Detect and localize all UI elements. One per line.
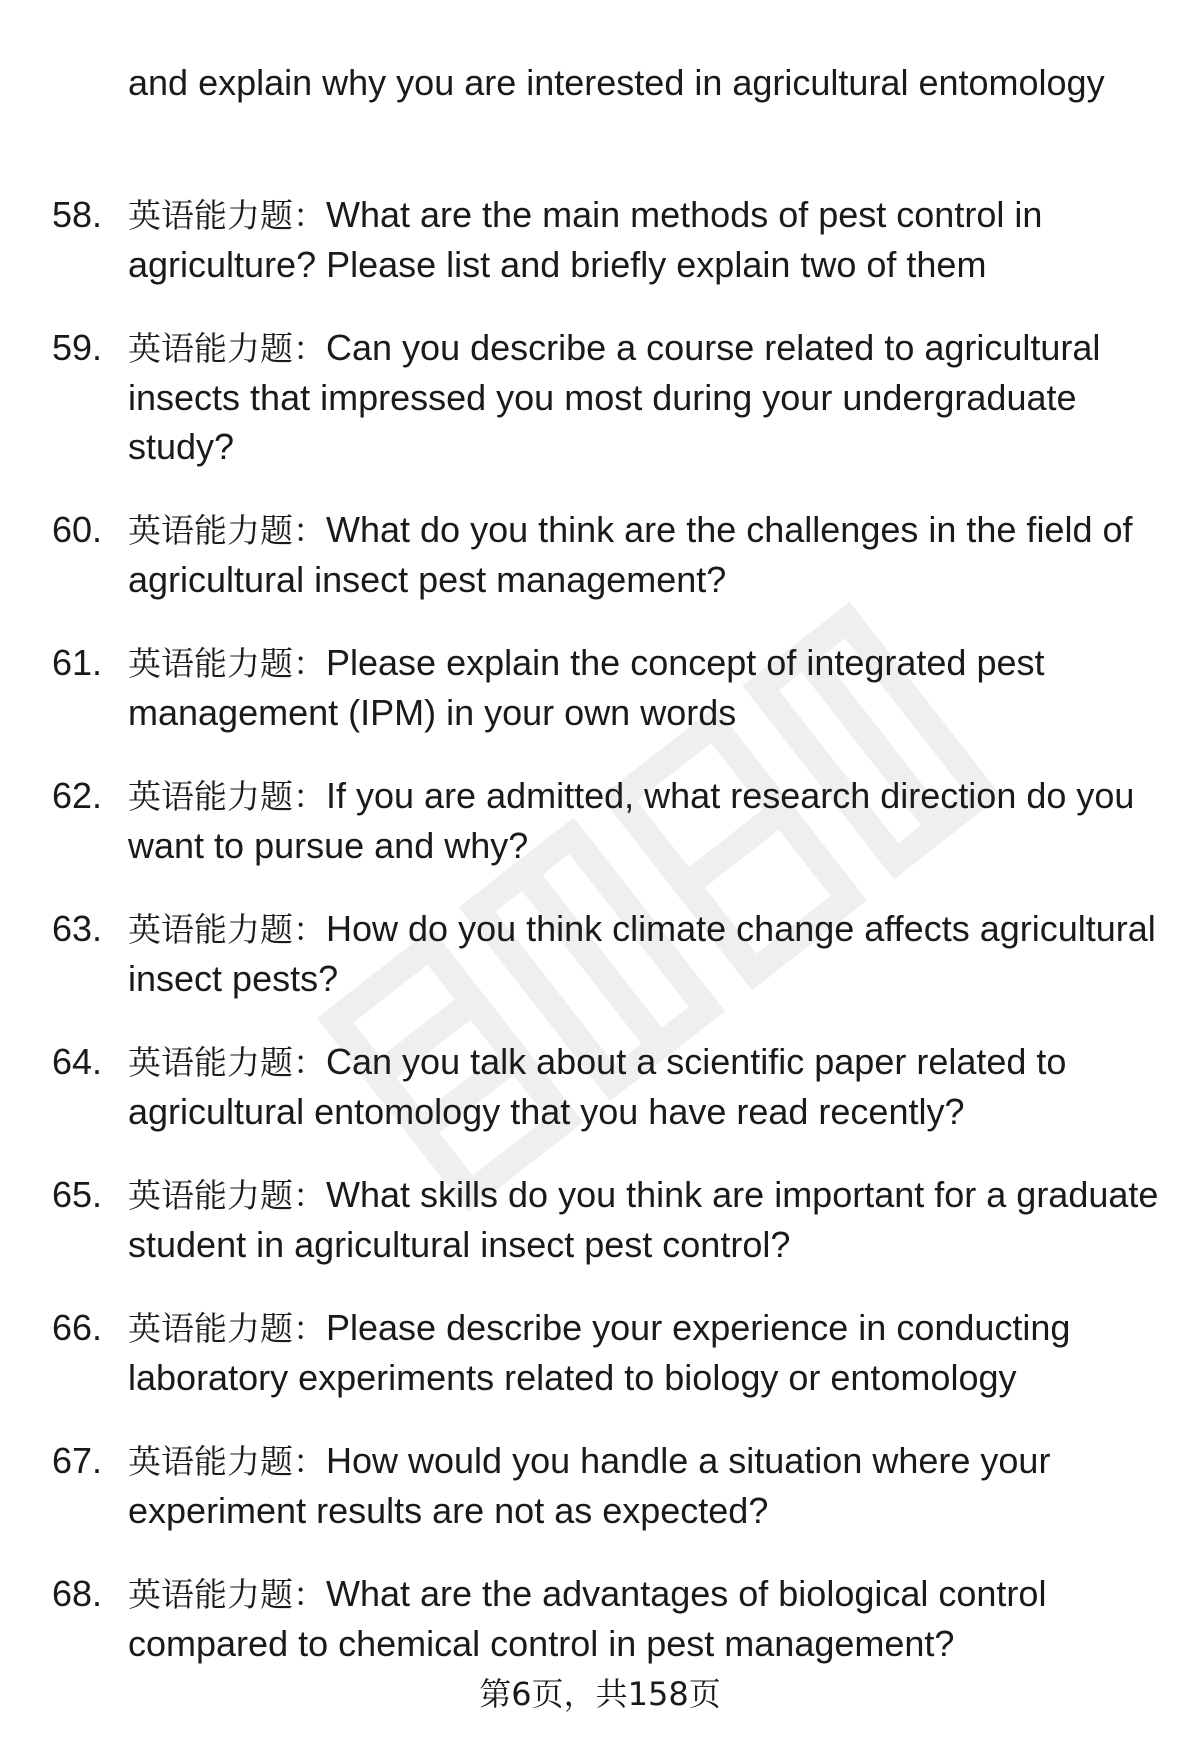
- question-item: [0, 771, 1200, 870]
- question-category-label: 英语能力题：: [128, 196, 326, 235]
- question-text: If you are admitted, what research direction do you want to pursue and why?: [128, 775, 1135, 866]
- question-item: [0, 1170, 1200, 1269]
- question-category-label: 英语能力题：: [128, 644, 326, 683]
- question-category-label: 英语能力题：: [128, 1176, 326, 1215]
- question-text: What are the advantages of biological control compared to chemical control in pest management?: [128, 1573, 1047, 1664]
- question-text: Can you describe a course related to agricultural insects that impressed you most during your undergraduate study?: [128, 327, 1101, 467]
- question-text: What skills do you think are important for a graduate student in agricultural insect pest control?: [128, 1174, 1159, 1265]
- question-item: [0, 1037, 1200, 1136]
- question-number: 63.: [52, 908, 103, 949]
- question-category-label: 英语能力题：: [128, 329, 326, 368]
- question-continuation-text: and explain why you are interested in agricultural entomology: [128, 62, 1105, 103]
- question-text: What do you think are the challenges in the field of agricultural insect pest management?: [128, 509, 1133, 600]
- question-number: 61.: [52, 642, 103, 683]
- question-item: [0, 1569, 1200, 1668]
- question-number: 60.: [52, 509, 103, 550]
- question-text: What are the main methods of pest control in agriculture? Please list and briefly explain two of them: [128, 194, 1043, 285]
- page-footer: 第6页，共158页: [479, 1675, 721, 1713]
- question-number: 58.: [52, 194, 103, 235]
- question-number: 65.: [52, 1174, 103, 1215]
- question-text: Please describe your experience in conducting laboratory experiments related to biology or entomology: [128, 1307, 1071, 1398]
- question-category-label: 英语能力题：: [128, 1575, 326, 1614]
- question-item: [0, 1436, 1200, 1535]
- question-item: [0, 638, 1200, 737]
- question-category-label: 英语能力题：: [128, 1442, 326, 1481]
- question-category-label: 英语能力题：: [128, 910, 326, 949]
- question-item: [0, 190, 1200, 289]
- question-text: How would you handle a situation where your experiment results are not as expected?: [128, 1440, 1051, 1531]
- question-item: [0, 505, 1200, 604]
- question-number: 59.: [52, 327, 103, 368]
- question-number: 68.: [52, 1573, 103, 1614]
- question-category-label: 英语能力题：: [128, 1043, 326, 1082]
- question-item: [0, 904, 1200, 1003]
- question-number: 64.: [52, 1041, 103, 1082]
- question-number: 62.: [52, 775, 103, 816]
- question-item: [0, 323, 1200, 471]
- question-category-label: 英语能力题：: [128, 511, 326, 550]
- question-text: Can you talk about a scientific paper related to agricultural entomology that you have read recently?: [128, 1041, 1067, 1132]
- question-text: How do you think climate change affects agricultural insect pests?: [128, 908, 1156, 999]
- question-category-label: 英语能力题：: [128, 777, 326, 816]
- question-list: [0, 190, 1200, 1702]
- question-category-label: 英语能力题：: [128, 1309, 326, 1348]
- question-number: 66.: [52, 1307, 103, 1348]
- question-number: 67.: [52, 1440, 103, 1481]
- question-text: Please explain the concept of integrated pest management (IPM) in your own words: [128, 642, 1045, 733]
- question-item: [0, 1303, 1200, 1402]
